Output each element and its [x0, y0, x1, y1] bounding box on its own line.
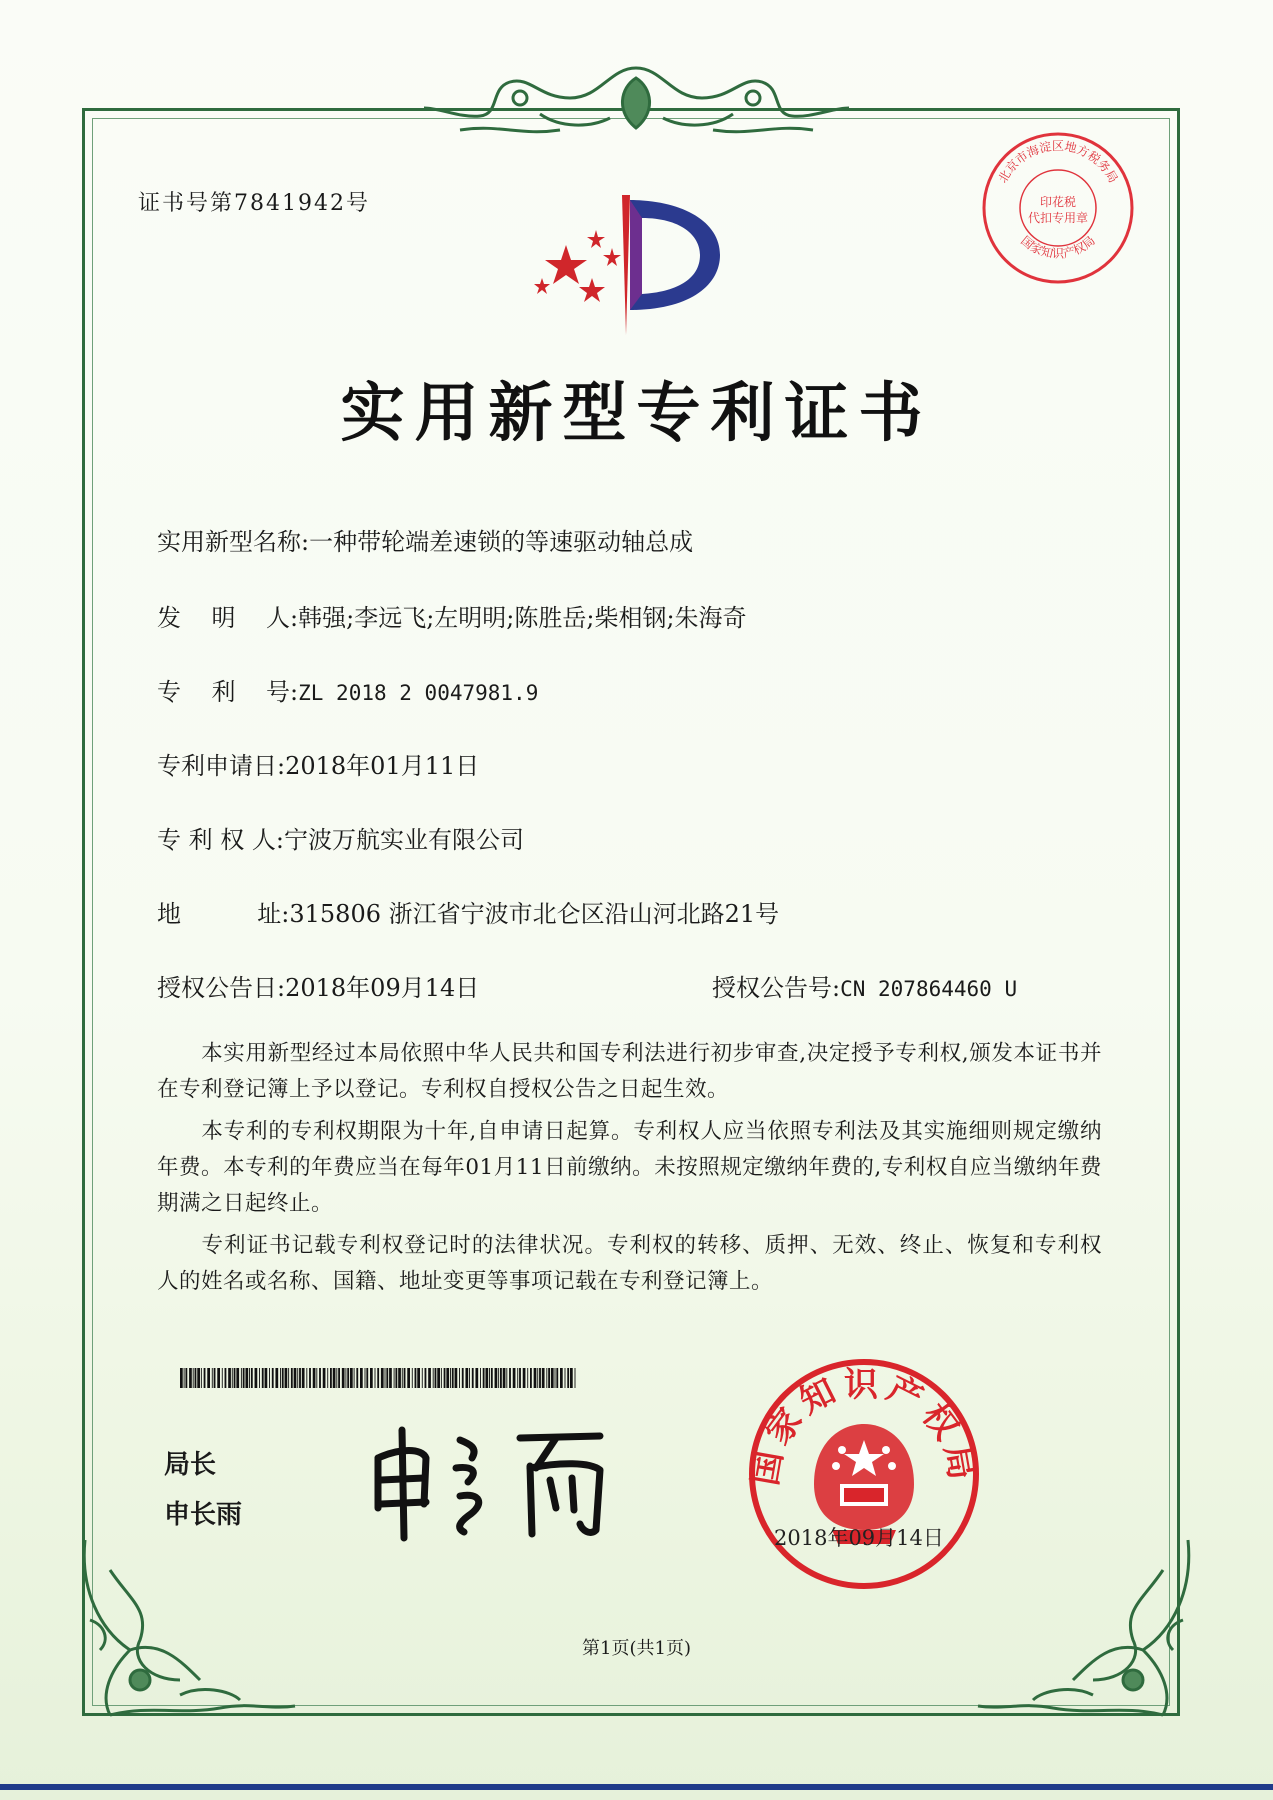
paragraph-legal-status — [157, 1228, 1102, 1300]
barcode-bar — [275, 1368, 278, 1388]
barcode-bar — [262, 1368, 264, 1388]
field-label: 专 利 号: — [157, 678, 299, 706]
barcode-bar — [435, 1368, 437, 1388]
barcode-bar — [366, 1368, 368, 1388]
barcode-bar — [404, 1368, 406, 1388]
certificate-title: 实用新型专利证书 — [340, 376, 933, 451]
field-value: CN 207864460 U — [840, 977, 1018, 1001]
barcode-bar — [483, 1368, 485, 1388]
barcode-bar — [537, 1368, 538, 1388]
barcode-bar — [265, 1368, 268, 1388]
field-label: 实用新型名称: — [157, 528, 310, 556]
barcode-bar — [365, 1368, 366, 1388]
svg-text:代扣专用章: 代扣专用章 — [1027, 211, 1089, 225]
barcode-bar — [560, 1368, 563, 1388]
barcode-bar — [185, 1368, 187, 1388]
field-inventors — [157, 598, 747, 633]
barcode-bar — [546, 1368, 547, 1388]
barcode-bar — [425, 1368, 427, 1388]
barcode-bar — [347, 1368, 349, 1388]
barcode-bar — [469, 1368, 470, 1388]
barcode-bar — [319, 1368, 321, 1388]
field-label: 发 明 人: — [157, 604, 299, 632]
barcode-bar — [428, 1368, 431, 1388]
barcode-bar — [282, 1368, 284, 1388]
barcode-bar — [465, 1368, 468, 1388]
paragraph-text: 本专利的专利权期限为十年,自申请日起算。专利权人应当依照专利法及其实施细则规定缴纳年费。本专利的年费应当在每年01月11日前缴纳。未按照规定缴纳年费的,专利权自应当缴纳年费期满之日起终止。 — [157, 1119, 1102, 1216]
barcode-bar — [184, 1368, 185, 1388]
barcode-bar — [395, 1368, 397, 1388]
barcode-bar — [500, 1368, 502, 1388]
field-value: 宁波万航实业有限公司 — [283, 826, 524, 854]
paragraph-term-statement — [157, 1114, 1102, 1222]
barcode-bar — [336, 1368, 337, 1388]
barcode-bar — [450, 1368, 451, 1388]
barcode-bar — [259, 1368, 260, 1388]
barcode-bar — [195, 1368, 197, 1388]
svg-text:国家知识产权局: 国家知识产权局 — [1018, 233, 1098, 261]
barcode-bar — [269, 1368, 270, 1388]
field-value: ZL 2018 2 0047981.9 — [298, 681, 539, 705]
barcode-bar — [551, 1368, 554, 1388]
paragraph-grant-statement — [157, 1036, 1102, 1108]
barcode-bar — [506, 1368, 507, 1388]
barcode-bar — [370, 1368, 373, 1388]
field-label: 授权公告号: — [712, 974, 841, 1002]
field-value: 2018年01月11日 — [285, 752, 480, 780]
director-name: 申长雨 — [164, 1500, 243, 1530]
barcode-bar — [197, 1368, 200, 1388]
barcode-bar — [441, 1368, 442, 1388]
barcode-bar — [345, 1368, 346, 1388]
barcode-bar — [217, 1368, 220, 1388]
barcode-bar — [245, 1368, 248, 1388]
barcode-bar — [350, 1368, 353, 1388]
field-value: 2018年09月14日 — [285, 974, 480, 1002]
barcode-bar — [375, 1368, 376, 1388]
barcode-bar — [394, 1368, 395, 1388]
barcode-bar — [385, 1368, 386, 1388]
barcode-bar — [575, 1368, 576, 1388]
barcode-bar — [565, 1368, 566, 1388]
barcode-bar — [475, 1368, 478, 1388]
barcode-bar — [455, 1368, 458, 1388]
field-utility-model-name — [157, 522, 693, 557]
barcode-bar — [338, 1368, 340, 1388]
barcode-bar — [297, 1368, 298, 1388]
barcode-bar — [234, 1368, 236, 1388]
field-value: 315806 浙江省宁波市北仑区沿山河北路21号 — [289, 900, 780, 928]
field-grant-date — [157, 968, 479, 1003]
field-value: 韩强;李远飞;左明明;陈胜岳;柴相钢;朱海奇 — [298, 604, 747, 632]
barcode-bar — [306, 1368, 307, 1388]
barcode-bar — [402, 1368, 403, 1388]
barcode-bar — [513, 1368, 516, 1388]
barcode-bar — [377, 1368, 379, 1388]
barcode-bar — [299, 1368, 301, 1388]
barcode-bar — [491, 1368, 493, 1388]
barcode-bar — [288, 1368, 289, 1388]
barcode-bar — [498, 1368, 499, 1388]
barcode-bar — [222, 1368, 223, 1388]
barcode-bar — [232, 1368, 233, 1388]
barcode-bar — [236, 1368, 239, 1388]
barcode-bar — [433, 1368, 434, 1388]
barcode-bar — [251, 1368, 253, 1388]
barcode-bar — [472, 1368, 474, 1388]
barcode-bar — [415, 1368, 417, 1388]
barcode-bar — [180, 1368, 183, 1388]
barcode-bar — [204, 1368, 206, 1388]
barcode-bar — [422, 1368, 423, 1388]
barcode-bar — [214, 1368, 216, 1388]
tax-stamp-seal — [978, 128, 1138, 288]
barcode-bar — [225, 1368, 227, 1388]
barcode-bar — [360, 1368, 363, 1388]
barcode-bar — [313, 1368, 316, 1388]
barcode-bar — [539, 1368, 541, 1388]
paragraph-text: 专利证书记载专利权登记时的法律状况。专利权的转移、质押、无效、终止、恢复和专利权人的姓名或名称、国籍、地址变更等事项记载在专利登记簿上。 — [157, 1233, 1102, 1294]
field-label: 地 址: — [157, 900, 290, 928]
barcode-bar — [294, 1368, 297, 1388]
certificate-number: 证书号第7841942号 — [138, 191, 370, 216]
field-grant-number — [712, 968, 1017, 1003]
field-label: 专利申请日: — [157, 752, 286, 780]
barcode-bar — [542, 1368, 545, 1388]
barcode-bar — [489, 1368, 490, 1388]
barcode-bar — [249, 1368, 250, 1388]
national-ip-office-seal — [744, 1354, 984, 1594]
page-footer: 第1页(共1页) — [582, 1638, 691, 1659]
barcode-bar — [309, 1368, 311, 1388]
barcode-bar — [241, 1368, 242, 1388]
director-signature — [360, 1418, 630, 1548]
barcode-bar — [193, 1368, 194, 1388]
seal-date: 2018年09月14日 — [774, 1526, 944, 1550]
top-ornament — [420, 58, 853, 142]
barcode-bar — [302, 1368, 305, 1388]
barcode-bar — [459, 1368, 460, 1388]
barcode-bar — [567, 1368, 569, 1388]
director-title: 局长 — [164, 1450, 217, 1480]
barcode-bar — [556, 1368, 558, 1388]
barcode-bar — [519, 1368, 521, 1388]
barcode-bar — [212, 1368, 213, 1388]
field-address — [157, 894, 779, 929]
bottom-right-ornament — [973, 1530, 1203, 1720]
barcode-bar — [548, 1368, 550, 1388]
barcode-bar — [407, 1368, 410, 1388]
barcode-bar — [330, 1368, 332, 1388]
barcode-bar — [398, 1368, 401, 1388]
bottom-rule — [0, 1784, 1273, 1790]
barcode-bar — [530, 1368, 532, 1388]
svg-text:印花税: 印花税 — [1039, 195, 1077, 209]
paragraph-text: 本实用新型经过本局依照中华人民共和国专利法进行初步审查,决定授予专利权,颁发本证书并在专利登记簿上予以登记。专利权自授权公告之日起生效。 — [157, 1041, 1102, 1102]
field-patentee — [157, 820, 524, 855]
barcode-bar — [480, 1368, 481, 1388]
barcode-bar — [189, 1368, 192, 1388]
barcode-bar — [386, 1368, 388, 1388]
field-label: 授权公告日: — [157, 974, 286, 1002]
barcode-bar — [534, 1368, 537, 1388]
barcode-bar — [333, 1368, 336, 1388]
barcode-bar — [462, 1368, 464, 1388]
barcode-bar — [570, 1368, 573, 1388]
barcode-bar — [356, 1368, 358, 1388]
barcode-bar — [452, 1368, 454, 1388]
barcode-bar — [228, 1368, 231, 1388]
barcode-bar — [446, 1368, 449, 1388]
barcode-bar — [417, 1368, 420, 1388]
barcode — [160, 1368, 600, 1388]
field-label: 专 利 权 人: — [157, 826, 284, 854]
patent-office-logo — [530, 190, 730, 340]
barcode-bar — [495, 1368, 498, 1388]
field-patent-number — [157, 672, 538, 707]
barcode-bar — [527, 1368, 528, 1388]
barcode-bar — [485, 1368, 488, 1388]
svg-text:北京市海淀区地方税务局: 北京市海淀区地方税务局 — [995, 139, 1121, 186]
barcode-bar — [517, 1368, 518, 1388]
barcode-bar — [523, 1368, 526, 1388]
barcode-bar — [389, 1368, 392, 1388]
field-filing-date — [157, 746, 479, 781]
barcode-bar — [316, 1368, 317, 1388]
barcode-bar — [342, 1368, 345, 1388]
barcode-bar — [555, 1368, 556, 1388]
barcode-bar — [255, 1368, 258, 1388]
barcode-bar — [243, 1368, 245, 1388]
barcode-bar — [285, 1368, 288, 1388]
svg-text:国家知识产权局: 国家知识产权局 — [745, 1365, 983, 1489]
barcode-bar — [444, 1368, 446, 1388]
barcode-bar — [291, 1368, 293, 1388]
barcode-bar — [327, 1368, 328, 1388]
barcode-bar — [503, 1368, 506, 1388]
field-value: 一种带轮端差速锁的等速驱动轴总成 — [309, 528, 694, 556]
barcode-bar — [437, 1368, 440, 1388]
barcode-bar — [354, 1368, 355, 1388]
barcode-bar — [509, 1368, 511, 1388]
barcode-bar — [272, 1368, 274, 1388]
bottom-left-ornament — [70, 1530, 300, 1720]
barcode-bar — [207, 1368, 210, 1388]
barcode-bar — [381, 1368, 384, 1388]
barcode-bar — [280, 1368, 281, 1388]
barcode-bar — [412, 1368, 413, 1388]
barcode-bar — [323, 1368, 326, 1388]
barcode-bar — [201, 1368, 202, 1388]
